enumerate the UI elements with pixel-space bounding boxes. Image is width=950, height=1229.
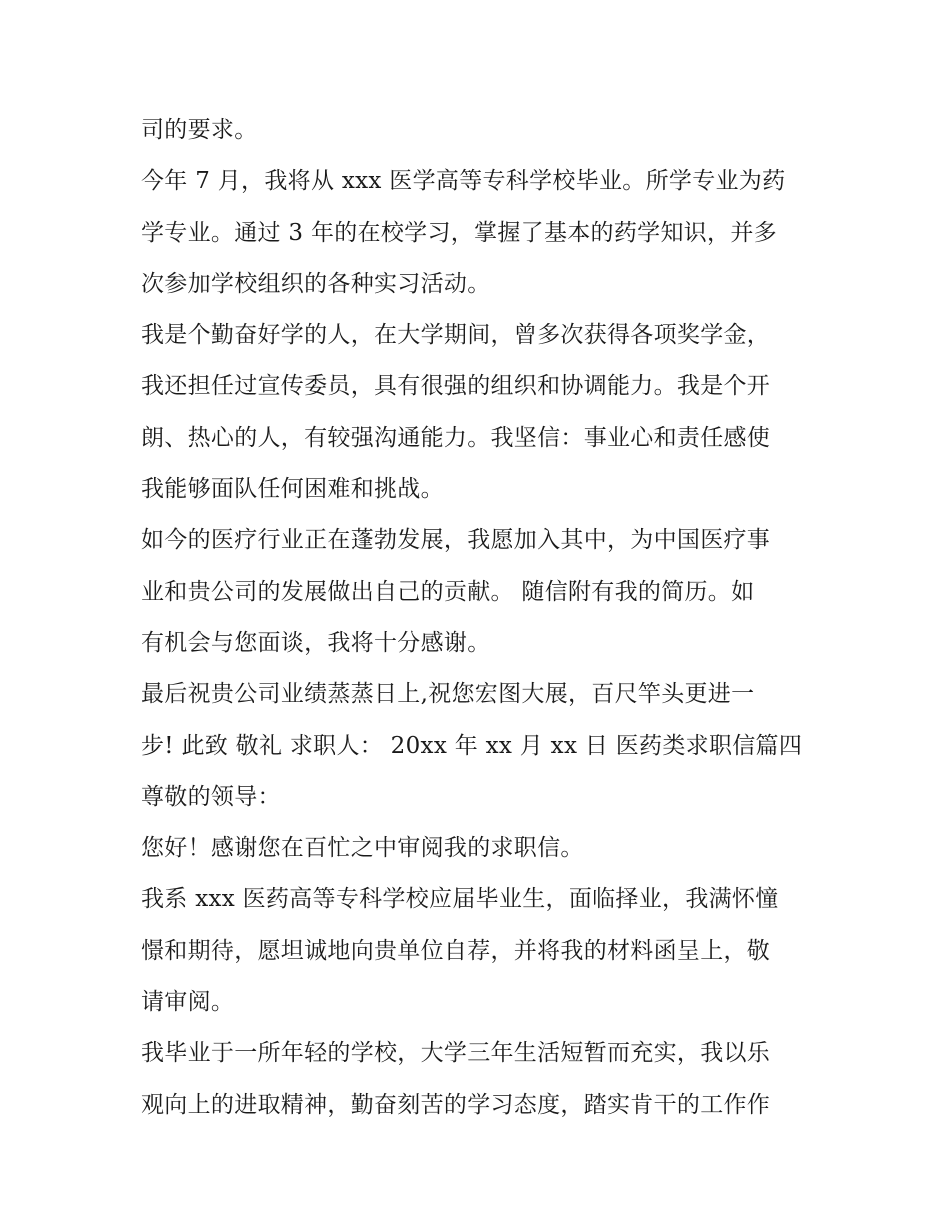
text-line: 我还担任过宣传委员，具有很强的组织和协调能力。我是个开: [141, 373, 771, 400]
text-line: 我能够面队任何困难和挑战。: [141, 476, 444, 503]
text-line: 有机会与您面谈，我将十分感谢。: [141, 629, 491, 656]
text-line: 我系 xxx 医药高等专科学校应届毕业生，面临择业，我满怀憧: [141, 886, 779, 913]
text-line: 次参加学校组织的各种实习活动。: [141, 270, 491, 297]
text-line: 您好！感谢您在百忙之中审阅我的求职信。: [141, 835, 584, 862]
text-line: 我毕业于一所年轻的学校，大学三年生活短暂而充实，我以乐: [141, 1040, 771, 1067]
text-line: 今年 7 月，我将从 xxx 医学高等专科学校毕业。所学专业为药: [141, 168, 786, 195]
text-line: 最后祝贵公司业绩蒸蒸日上,祝您宏图大展，百尺竿头更进一: [141, 681, 755, 708]
text-line: 业和贵公司的发展做出自己的贡献。 随信附有我的简历。如: [141, 578, 755, 605]
text-line: 观向上的进取精神，勤奋刻苦的学习态度，踏实肯干的工作作: [141, 1091, 771, 1118]
text-line: 朗、热心的人，有较强沟通能力。我坚信：事业心和责任感使: [141, 424, 771, 451]
text-line: 请审阅。: [141, 989, 235, 1016]
text-line: 司的要求。: [141, 117, 258, 143]
text-line: 如今的医疗行业正在蓬勃发展，我愿加入其中，为中国医疗事: [141, 527, 771, 554]
text-line: 步! 此致 敬礼 求职人： 20xx 年 xx 月 xx 日 医药类求职信篇四: [141, 732, 803, 759]
text-line: 我是个勤奋好学的人，在大学期间，曾多次获得各项奖学金，: [141, 322, 771, 349]
text-line: 学专业。通过 3 年的在校学习，掌握了基本的药学知识，并多: [141, 219, 777, 246]
text-line: 尊敬的领导：: [141, 783, 281, 810]
text-line: 憬和期待，愿坦诚地向贵单位自荐，并将我的材料函呈上，敬: [141, 937, 771, 964]
document-body: [141, 107, 821, 1133]
